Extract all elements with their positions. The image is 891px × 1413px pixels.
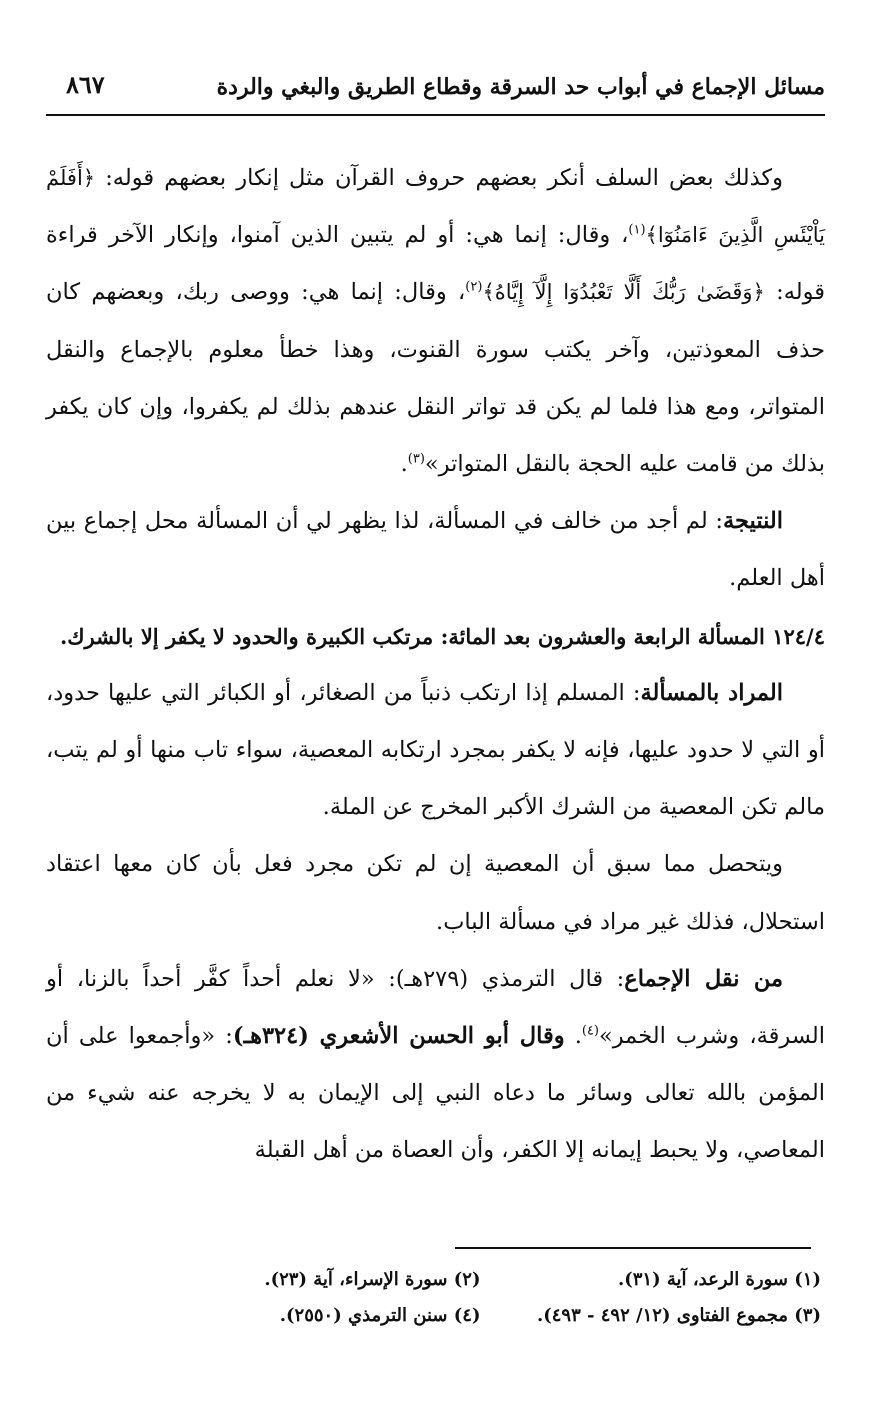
- issue-heading: ١٢٤/٤ المسألة الرابعة والعشرون بعد المائة: مرتكب الكبيرة والحدود لا يكفر إلا بالشرك.: [59, 623, 825, 649]
- result-label: النتيجة: [722, 508, 783, 535]
- paragraph-consensus: [46, 951, 825, 1180]
- paragraph-result: [46, 493, 825, 607]
- page-number: ٨٦٧: [66, 70, 105, 99]
- paragraph-meaning: [46, 665, 825, 837]
- text-segment: ، وقال: إنما هي: ووصى ربك، وبعضهم كان حذف المعوذتين، وآخر يكتب سورة القنوت، وهذا خطأ معلوم بالإجماع والنقل المتواتر، ومع هذا فلما لم يكن قد تواتر النقل عندهم بذلك لم يكفروا، وإن كان يكفر بذلك من قامت عليه الحجة بالنقل المتواتر»: [46, 279, 825, 478]
- footnote-1: (١) سورة الرعد، آية (٣١).: [617, 1269, 821, 1290]
- footnote-divider: [455, 1247, 811, 1249]
- footnote-row: [140, 1298, 821, 1334]
- footnote-ref: (٢): [465, 279, 483, 295]
- footnote-3: (٣) مجموع الفتاوى (١٢/ ٤٩٢ - ٤٩٣).: [536, 1305, 821, 1326]
- quran-verse: ﴿أَفَلَمْ يَاْيْئَسِ الَّذِينَ ءَامَنُوٓا﴾: [46, 166, 825, 248]
- running-header: [46, 68, 825, 116]
- footnotes: [140, 1262, 821, 1334]
- paragraph-conclusion: ويتحصل مما سبق أن المعصية إن لم تكن مجرد فعل بأن كان معها اعتقاد استحلال، فذلك غير مراد في مسألة الباب.: [46, 851, 825, 935]
- text-segment: : «وأجمعوا على أن المؤمن بالله تعالى وسائر ما دعاه النبي إلى الإيمان به لا يخرجه عنه شيء من المعاصي، ولا يحبط إيمانه إلا الكفر، وأن العصاة من أهل القبلة: [46, 1023, 825, 1164]
- text-segment: : قال الترمذي (٢٧٩هـ): «لا نعلم أحداً كفَّر أحداً بالزنا، أو السرقة، وشرب الخمر»: [46, 965, 826, 1050]
- footnote-ref: (٣): [407, 451, 425, 467]
- paragraph-quran-readings: [46, 150, 825, 493]
- quran-verse: ﴿وَقَضَىٰ رَبُّكَ أَلَّا تَعْبُدُوٓا إِلَّآ إِيَّاهُ﴾: [482, 280, 765, 305]
- scholar-name: وقال أبو الحسن الأشعري (٣٢٤هـ): [232, 1023, 565, 1050]
- chapter-title: مسائل الإجماع في أبواب حد السرقة وقطاع الطريق والبغي والردة: [216, 74, 825, 100]
- result-text: : لم أجد من خالف في المسألة، لذا يظهر لي أن المسألة محل إجماع بين أهل العلم.: [46, 508, 825, 592]
- footnote-4: (٤) سنن الترمذي (٢٥٥٠).: [279, 1305, 481, 1326]
- footnote-ref: (٤): [581, 1023, 599, 1039]
- text-segment: ، وقال: إنما هي: أو لم يتبين الذين آمنوا، وإنكار الآخر قراءة قوله:: [46, 222, 826, 306]
- meaning-text: : المسلم إذا ارتكب ذنباً من الصغائر، أو الكبائر التي عليها حدود، أو التي لا حدود عليها، فإنه لا يكفر بمجرد ارتكابه المعصية، سواء تاب منها أو لم يتب، مالم تكن المعصية من الشرك الأكبر المخرج عن الملة.: [46, 679, 825, 821]
- footnote-row: [140, 1262, 821, 1298]
- meaning-label: المراد بالمسألة: [640, 679, 783, 706]
- text-segment: .: [400, 451, 408, 478]
- consensus-label: من نقل الإجماع: [624, 965, 783, 992]
- text-segment: .: [564, 1023, 582, 1050]
- main-text: [46, 150, 825, 1180]
- footnote-ref: (١): [628, 222, 646, 238]
- footnote-2: (٢) سورة الإسراء، آية (٢٣).: [264, 1269, 481, 1290]
- text-segment: وكذلك بعض السلف أنكر بعضهم حروف القرآن مثل إنكار بعضهم قوله:: [95, 165, 783, 191]
